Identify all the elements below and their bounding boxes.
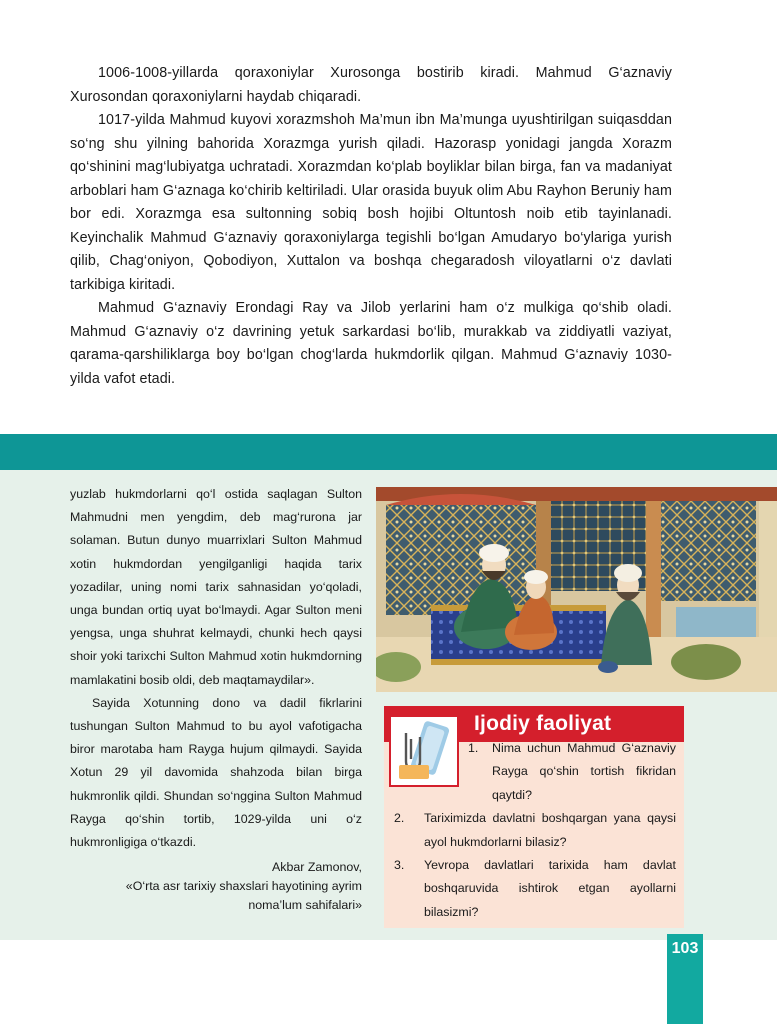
item-number: 2.: [394, 811, 405, 826]
list-item: [394, 737, 676, 807]
main-text: [70, 62, 672, 391]
quote-text: [70, 483, 362, 854]
quote-paragraph: Sayida Xotunning dono va dadil fikrlarini tushungan Sulton Mahmud to bu ayol vafotigacha biror marotaba ham Rayga hujum qilmaydi. Sayida Xotun 29 yil davomida shahzoda bilan birga hukmronlik qildi. Shundan so‘nggina Sulton Mahmud Rayga qo‘shin tortib, 1029-yilda uni o‘z hukmronligiga o‘tkazdi.: [70, 695, 362, 850]
quote-paragraph: yuzlab hukmdorlarni qo‘l ostida saqlagan Sulton Mahmudni men yengdim, deb mag‘rurona jar solaman. Butun dunyo muarrixlari Sulton Mahmud xotin hukmdordan yengilganligi haqida tarix yozadilar, uning nomi tarix sahnasidan yo‘qoladi, unga bundan ortiq uyat bo‘lmaydi. Agar Sulton meni yengsa, unga shuhrat kelmaydi, chunki hech qaysi shoir yoki tarixchi Sulton Mahmud xotin hukmdorning mamlakatini bosib oldi, deb maqtamaydilar».: [70, 487, 362, 687]
page-number: 103: [671, 940, 699, 957]
item-number: 1.: [468, 741, 479, 755]
section-band: [0, 434, 777, 470]
item-text: Nima uchun Mahmud G‘aznaviy Rayga qo‘shin tortish fikridan qaytdi?: [492, 741, 676, 802]
task-list: [394, 737, 676, 924]
main-paragraph: 1006-1008-yillarda qoraxoniylar Xurosonga bostirib kiradi. Mahmud G‘aznaviy Xurosondan qoraxoniylarni haydab chiqaradi.: [70, 65, 672, 105]
item-text: Tariximizda davlatni boshqargan yana qaysi ayol hukmdorlarni bilasiz?: [424, 811, 676, 849]
item-text: Yevropa davlatlari tarixida ham davlat boshqaruvida ishtirok etgan ayollarni bilasizmi?: [424, 858, 676, 919]
item-number: 3.: [394, 858, 405, 873]
list-item: [394, 807, 676, 854]
main-paragraph: Mahmud G‘aznaviy Erondagi Ray va Jilob yerlarini ham o‘z mulkiga qo‘shib oladi. Mahmud G‘aznaviy o‘z davrining yetuk sarkardasi bo‘lib, murakkab va ziddiyatli vaziyat, qarama-qarshiliklarga boy bo‘lgan chog‘larda hukmdorlik qilgan. Mahmud G‘aznaviy 1030-yilda vafot etadi.: [70, 300, 672, 387]
quote-source: «O‘rta asr tarixiy shaxslari hayotining ayrim noma’lum sahifalari»: [125, 879, 362, 912]
task-title: Ijodiy faoliyat: [474, 712, 612, 735]
miniature-painting: [376, 487, 777, 692]
quote-author: Akbar Zamonov,: [272, 860, 362, 874]
main-paragraph: 1017-yilda Mahmud kuyovi xorazmshoh Ma’mun ibn Ma’munga uyushtirilgan suiqasddan so‘ng shu yilning bahorida Xorazmga yurish qiladi. Hazorasp yonidagi jangda Xorazm qo‘shinini mag‘lubiyatga uchratadi. Xorazmdan ko‘plab boyliklar bilan birga, fan va madaniyat arboblari ham G‘aznaga ko‘chirib keltiriladi. Ular orasida buyuk olim Abu Rayhon Beruniy ham bor edi. Xorazmga esa sultonning sobiq bosh hojibi Oltuntosh noib etib tayinlanadi. Keyinchalik Mahmud G‘aznaviy qoraxoniylarga tegishli bo‘lgan Amudaryo bo‘ylariga yurish qilib, Chag‘oniyon, Qobodiyon, Xuttalon va boshqa chegaradosh viloyatlarni o‘z davlati tarkibiga kiritadi.: [70, 112, 672, 293]
quote-attribution: [70, 858, 362, 915]
list-item: [394, 854, 676, 924]
